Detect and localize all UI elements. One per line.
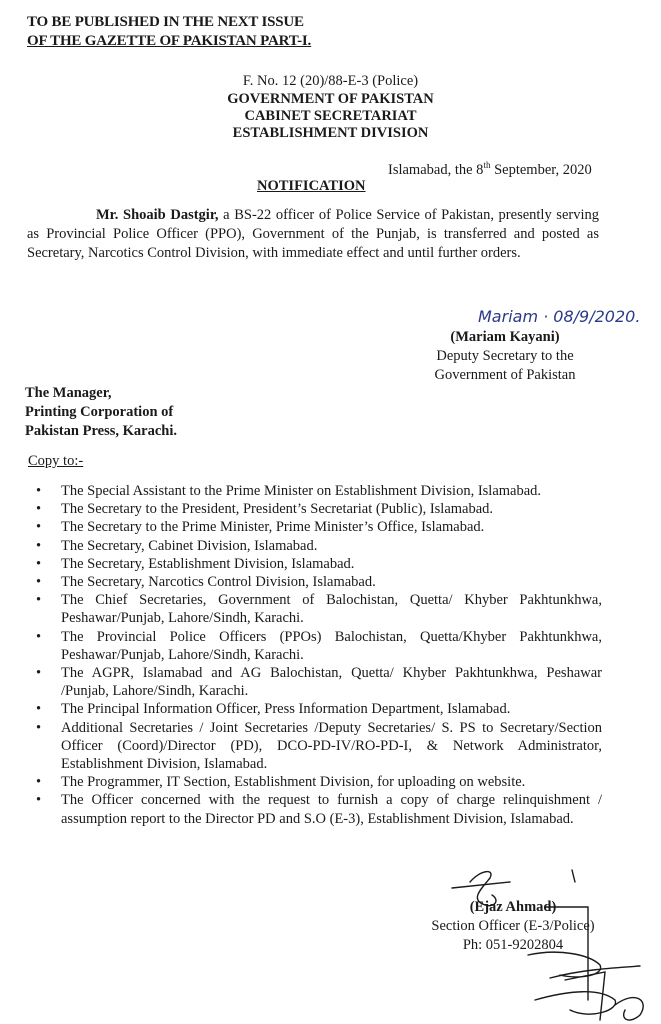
letterhead-division: ESTABLISHMENT DIVISION [232, 125, 429, 141]
signatory-2-phone: Ph: 051-9202804 [462, 937, 564, 953]
addressee-line3: Pakistan Press, Karachi. [25, 423, 177, 439]
bullet-icon: • [36, 592, 42, 609]
body-text: a BS-22 officer of Police Service of Pakistan, presently serving as Provincial Police Officer (PPO), Government of the Punjab, is transferred and posted as Secretary, Narcotics Control Division, with immediate effect and until further orders. [27, 207, 599, 261]
list-item: • The AGPR, Islamabad and AG Balochistan, Quetta/ Khyber Pakhtunkhwa, Peshawar /Punjab, Lahore/Sindh, Karachi. [36, 665, 602, 700]
copy-to-list [36, 482, 602, 828]
list-item: • The Special Assistant to the Prime Minister on Establishment Division, Islamabad. [36, 483, 542, 499]
list-item: • The Secretary to the President, President’s Secretariat (Public), Islamabad. [36, 501, 494, 518]
signatory-1-block [405, 328, 605, 385]
bullet-icon: • [36, 574, 42, 591]
officer-name: Mr. Shoaib Dastgir, [96, 207, 219, 223]
handwritten-signature-initial: Mariam · 08/9/2020. [478, 307, 641, 326]
addressee-line1: The Manager, [25, 385, 112, 401]
date-line [388, 160, 592, 179]
bullet-icon: • [36, 792, 42, 809]
bullet-icon: • [36, 701, 42, 718]
gazette-header-line2: OF THE GAZETTE OF PAKISTAN PART-I. [27, 33, 312, 49]
signatory-2-block [423, 898, 603, 955]
letterhead-government: GOVERNMENT OF PAKISTAN [227, 91, 434, 107]
list-item: • The Secretary, Establishment Division, Islamabad. [36, 555, 355, 572]
letterhead-cabinet: CABINET SECRETARIAT [244, 108, 417, 124]
bullet-icon: • [36, 774, 42, 791]
notification-body [27, 206, 599, 263]
bullet-icon: • [36, 628, 42, 645]
signatory-1-name: (Mariam Kayani) [450, 329, 560, 345]
addressee-line2: Printing Corporation of [25, 404, 174, 420]
list-item: • The Secretary, Cabinet Division, Islamabad. [36, 537, 318, 554]
signatory-2-name: (Ejaz Ahmad) [469, 899, 557, 915]
list-item: • The Principal Information Officer, Press Information Department, Islamabad. [36, 701, 511, 718]
date-prefix: Islamabad, the 8 [388, 161, 484, 178]
signatory-1-designation-1: Deputy Secretary to the [436, 348, 574, 364]
list-item: • The Provincial Police Officers (PPOs) Balochistan, Quetta/Khyber Pakhtunkhwa, Peshawar/Punjab, Lahore/Sindh, Karachi. [36, 628, 602, 663]
bullet-icon: • [36, 483, 42, 499]
gazette-header-line1: TO BE PUBLISHED IN THE NEXT ISSUE [27, 14, 304, 30]
file-number: F. No. 12 (20)/88-E-3 (Police) [242, 73, 419, 89]
list-item: • The Secretary to the Prime Minister, Prime Minister’s Office, Islamabad. [36, 519, 485, 536]
list-item: • The Programmer, IT Section, Establishment Division, for uploading on website. [36, 774, 526, 791]
list-item: • Additional Secretaries / Joint Secretaries /Deputy Secretaries/ S. PS to Secretary/Section Officer (Coord)/Director (PD), DCO-PD-IV/RO-PD-I, & Network Administrator, Establishment Division, Islamabad. [36, 719, 602, 773]
date-rest: September, 2020 [490, 161, 592, 178]
notification-title: NOTIFICATION [257, 178, 366, 194]
bullet-icon: • [36, 555, 42, 572]
copy-to-label: Copy to:- [28, 453, 84, 469]
bullet-icon: • [36, 519, 42, 536]
list-item: • The Secretary, Narcotics Control Division, Islamabad. [36, 574, 376, 591]
signatory-1-designation-2: Government of Pakistan [434, 367, 576, 383]
bullet-icon: • [36, 501, 42, 518]
bullet-icon: • [36, 537, 42, 554]
list-item: • The Officer concerned with the request to furnish a copy of charge relinquishment / assumption report to the Director PD and S.O (E-3), Establishment Division, Islamabad. [36, 792, 602, 827]
list-item: • The Chief Secretaries, Government of Balochistan, Quetta/ Khyber Pakhtunkhwa, Peshawar/Punjab, Lahore/Sindh, Karachi. [36, 592, 602, 627]
bullet-icon: • [36, 665, 42, 682]
date-ordinal: th [483, 160, 491, 170]
bullet-icon: • [36, 719, 42, 736]
addressee-block [25, 384, 177, 441]
signatory-2-designation: Section Officer (E-3/Police) [431, 918, 595, 934]
